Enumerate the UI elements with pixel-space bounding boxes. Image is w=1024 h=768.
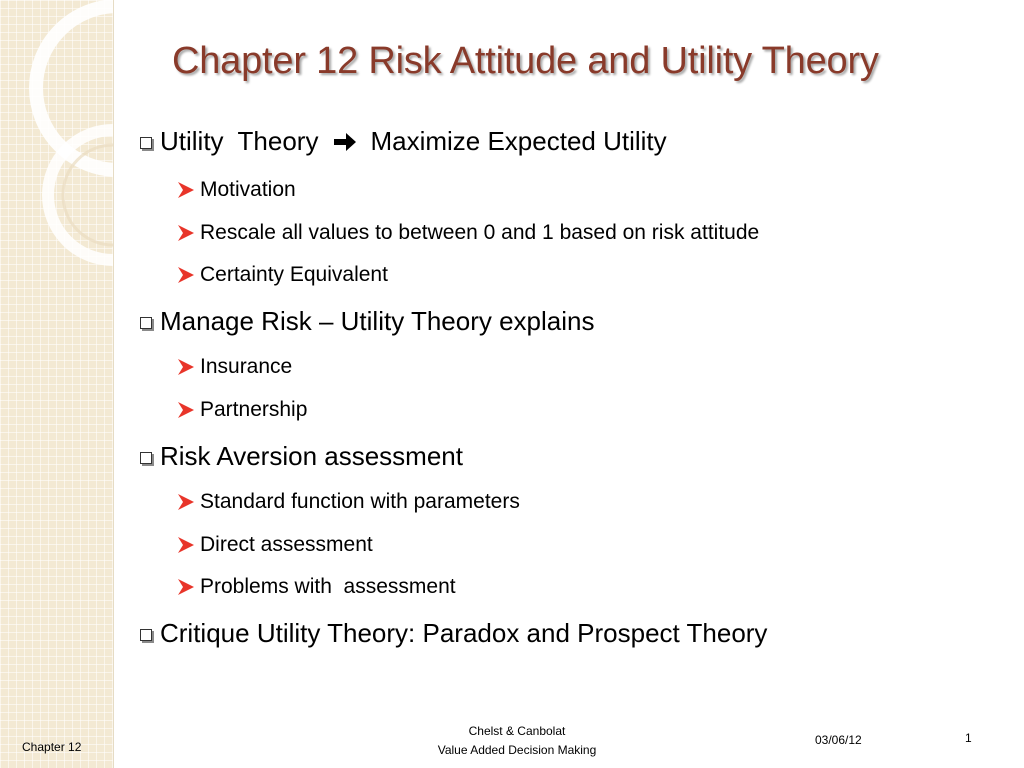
sub-bullet-item xyxy=(176,355,292,379)
sub-bullet-item xyxy=(176,178,296,202)
checkbox-bullet-icon xyxy=(140,452,152,464)
footer-credits xyxy=(417,722,617,760)
footer-authors: Chelst & Canbolat xyxy=(468,724,566,738)
sub-bullet-text: Certainty Equivalent xyxy=(200,263,388,286)
footer-date: 03/06/12 xyxy=(815,733,862,747)
sub-bullet-item xyxy=(176,490,520,514)
sub-bullet-text: Standard function with parameters xyxy=(200,490,520,513)
bullet-item xyxy=(140,618,767,649)
bullet-text: Critique Utility Theory: Paradox and Prospect Theory xyxy=(160,618,768,648)
checkbox-bullet-icon xyxy=(140,317,152,329)
bold-right-arrow-icon xyxy=(334,133,356,151)
sub-bullet-item xyxy=(176,533,373,557)
arrow-bullet-icon xyxy=(176,359,194,375)
arrow-bullet-icon xyxy=(176,494,194,510)
arrow-bullet-icon xyxy=(176,267,194,283)
sub-bullet-text: Direct assessment xyxy=(200,533,373,556)
bullet-text: Risk Aversion assessment xyxy=(160,441,463,471)
arrow-bullet-icon xyxy=(176,225,194,241)
bullet-text: Maximize Expected Utility xyxy=(370,126,667,156)
arrow-bullet-icon xyxy=(176,182,194,198)
decorative-side-panel xyxy=(0,0,114,768)
sub-bullet-text: Rescale all values to between 0 and 1 based on risk attitude xyxy=(200,221,760,244)
sub-bullet-text: Partnership xyxy=(200,398,308,421)
bullet-item xyxy=(140,306,594,337)
checkbox-bullet-icon xyxy=(140,137,152,149)
sub-bullet-text: Motivation xyxy=(200,178,296,201)
arrow-bullet-icon xyxy=(176,537,194,553)
sub-bullet-text: Insurance xyxy=(200,355,293,378)
footer-chapter: Chapter 12 xyxy=(22,740,82,754)
sub-bullet-item xyxy=(176,398,307,422)
slide-title: Chapter 12 Risk Attitude and Utility Theory xyxy=(172,40,879,82)
decorative-circles xyxy=(0,0,113,768)
bullet-text: Utility Theory xyxy=(160,126,319,156)
bullet-item xyxy=(140,126,667,157)
arrow-bullet-icon xyxy=(176,402,194,418)
bullet-text: Manage Risk – Utility Theory explains xyxy=(160,306,595,336)
sub-bullet-item xyxy=(176,263,388,287)
bullet-item xyxy=(140,441,463,472)
page-number: 1 xyxy=(965,731,972,745)
footer-book-title: Value Added Decision Making xyxy=(437,743,597,757)
checkbox-bullet-icon xyxy=(140,629,152,641)
sub-bullet-item xyxy=(176,221,759,245)
sub-bullet-text: Problems with assessment xyxy=(200,575,456,598)
sub-bullet-item xyxy=(176,575,456,599)
arrow-bullet-icon xyxy=(176,579,194,595)
